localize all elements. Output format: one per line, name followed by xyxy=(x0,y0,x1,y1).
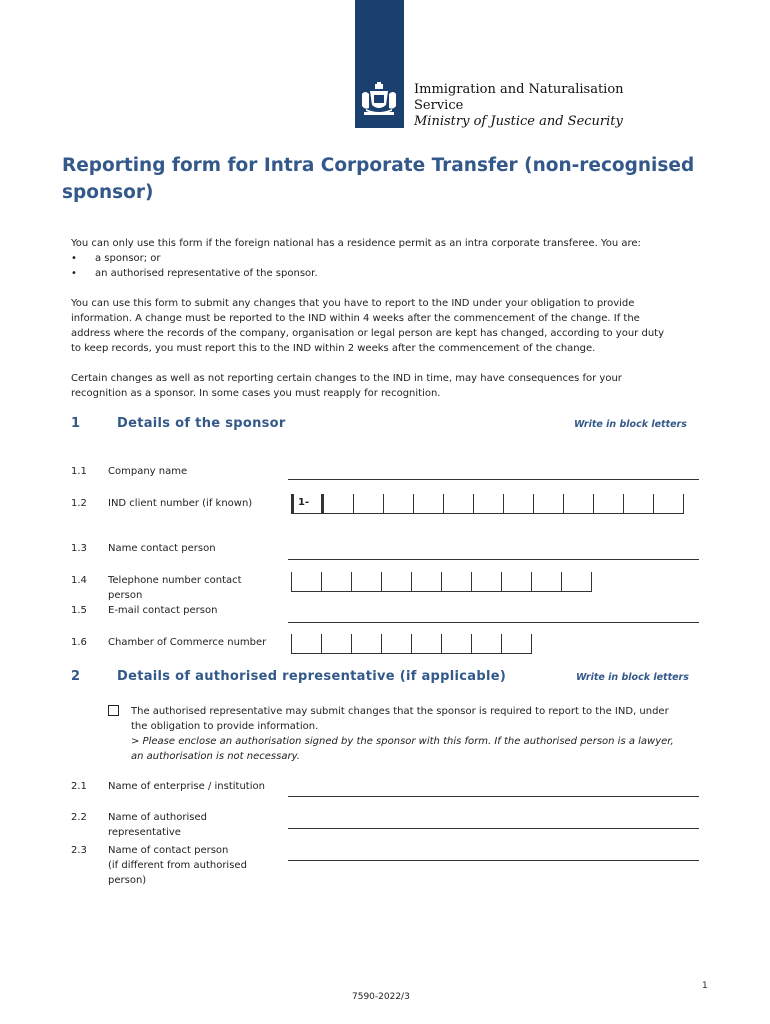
contact-person-2-label xyxy=(108,843,247,888)
digit-cell[interactable] xyxy=(534,494,564,514)
digit-cell[interactable] xyxy=(442,572,472,592)
telephone-label-line: Telephone number contact xyxy=(108,575,242,586)
chamber-of-commerce-input[interactable] xyxy=(291,634,532,654)
contact-person-label: Name contact person xyxy=(108,543,216,554)
email-label: E-mail contact person xyxy=(108,605,218,616)
org-line-2: Service xyxy=(414,98,464,113)
bullet-item: • a sponsor; or xyxy=(71,251,711,266)
enterprise-name-input[interactable] xyxy=(288,796,699,797)
field-number: 1.4 xyxy=(71,575,87,586)
authorised-rep-input[interactable] xyxy=(288,828,699,829)
authorisation-line: the obligation to provide information. xyxy=(131,721,319,732)
org-line-3: Ministry of Justice and Security xyxy=(414,114,623,129)
field-number: 1.1 xyxy=(71,466,87,477)
digit-cell[interactable] xyxy=(562,572,592,592)
ind-client-number-label: IND client number (if known) xyxy=(108,498,253,509)
section-1-title: Details of the sponsor xyxy=(117,416,286,431)
org-line-1: Immigration and Naturalisation xyxy=(414,82,624,97)
company-name-label: Company name xyxy=(108,466,188,477)
intro-p1: You can only use this form if the foreign national has a residence permit as an intra corporate transferee. You are: xyxy=(71,238,641,249)
intro-p2-line: address where the records of the company, organisation or legal person are kept has changed, according to your duty xyxy=(71,328,664,339)
section-1-hint: Write in block letters xyxy=(574,419,687,430)
digit-cell[interactable] xyxy=(384,494,414,514)
digit-cell[interactable] xyxy=(594,494,624,514)
authorised-rep-label-line: Name of authorised xyxy=(108,812,207,823)
company-name-input[interactable] xyxy=(288,479,699,480)
crest-icon xyxy=(358,82,400,120)
digit-cell[interactable] xyxy=(412,572,442,592)
field-number: 2.2 xyxy=(71,812,87,823)
intro-p3 xyxy=(71,371,711,401)
ind-client-number-input[interactable] xyxy=(291,494,684,514)
digit-cell[interactable] xyxy=(414,494,444,514)
field-number: 2.3 xyxy=(71,845,87,856)
digit-cell[interactable] xyxy=(654,494,684,514)
intro-p2-line: information. A change must be reported to the IND within 4 weeks after the commencement of the change. If the xyxy=(71,313,640,324)
section-2-title: Details of authorised representative (if applicable) xyxy=(117,669,507,684)
digit-cell[interactable] xyxy=(504,494,534,514)
authorisation-checkbox[interactable] xyxy=(108,705,119,716)
digit-cell[interactable] xyxy=(322,572,352,592)
page-number: 1 xyxy=(702,981,708,991)
digit-cell[interactable] xyxy=(624,494,654,514)
digit-cell[interactable] xyxy=(382,572,412,592)
digit-cell[interactable] xyxy=(472,634,502,654)
organisation-name xyxy=(414,82,624,130)
authorisation-line: The authorised representative may submit changes that the sponsor is required to report to the IND, under xyxy=(131,706,669,717)
chamber-of-commerce-label: Chamber of Commerce number xyxy=(108,637,267,648)
page-title xyxy=(62,152,722,206)
intro-p3-line: recognition as a sponsor. In some cases you must reapply for recognition. xyxy=(71,388,441,399)
telephone-label-line: person xyxy=(108,590,143,601)
title-line-2: sponsor) xyxy=(62,182,154,203)
intro-text xyxy=(71,236,711,416)
field-number: 1.5 xyxy=(71,605,87,616)
digit-cell[interactable] xyxy=(532,572,562,592)
authorisation-note: > Please enclose an authorisation signed by the sponsor with this form. If the authorised person is a lawyer, xyxy=(131,736,674,747)
telephone-label xyxy=(108,573,242,603)
digit-cell[interactable] xyxy=(502,634,532,654)
section-1-number: 1 xyxy=(71,416,81,431)
digit-cell[interactable] xyxy=(412,634,442,654)
field-number: 1.2 xyxy=(71,498,87,509)
intro-p2 xyxy=(71,296,711,356)
field-number: 1.3 xyxy=(71,543,87,554)
digit-cell[interactable] xyxy=(502,572,532,592)
contact-person-2-input[interactable] xyxy=(288,860,699,861)
authorised-rep-label xyxy=(108,810,207,840)
digit-cell[interactable] xyxy=(382,634,412,654)
digit-cell[interactable] xyxy=(442,634,472,654)
section-2-hint: Write in block letters xyxy=(576,672,689,683)
email-input[interactable] xyxy=(288,622,699,623)
digit-cell[interactable] xyxy=(444,494,474,514)
digit-cell[interactable] xyxy=(472,572,502,592)
intro-p2-line: You can use this form to submit any changes that you have to report to the IND under your obligation to provide xyxy=(71,298,635,309)
digit-cell[interactable] xyxy=(292,634,322,654)
digit-cell[interactable] xyxy=(352,634,382,654)
digit-cell[interactable] xyxy=(322,634,352,654)
ind-prefix: 1- xyxy=(294,494,324,514)
enterprise-name-label: Name of enterprise / institution xyxy=(108,781,265,792)
contact-person-2-label-line: (if different from authorised xyxy=(108,860,247,871)
authorised-rep-label-line: representative xyxy=(108,827,181,838)
authorisation-note: an authorisation is not necessary. xyxy=(131,751,300,762)
contact-person-2-label-line: person) xyxy=(108,875,147,886)
form-code: 7590-2022/3 xyxy=(352,992,410,1002)
contact-person-2-label-line: Name of contact person xyxy=(108,845,229,856)
section-2-number: 2 xyxy=(71,669,81,684)
telephone-input[interactable] xyxy=(291,572,592,592)
digit-cell[interactable] xyxy=(354,494,384,514)
title-line-1: Reporting form for Intra Corporate Transfer (non-recognised xyxy=(62,155,695,176)
contact-person-input[interactable] xyxy=(288,559,699,560)
digit-cell[interactable] xyxy=(292,572,322,592)
digit-cell[interactable] xyxy=(324,494,354,514)
field-number: 1.6 xyxy=(71,637,87,648)
digit-cell[interactable] xyxy=(474,494,504,514)
digit-cell[interactable] xyxy=(564,494,594,514)
digit-cell[interactable] xyxy=(352,572,382,592)
field-number: 2.1 xyxy=(71,781,87,792)
bullet-item: • an authorised representative of the sponsor. xyxy=(71,266,711,281)
intro-p2-line: to keep records, you must report this to the IND within 2 weeks after the commencement of the change. xyxy=(71,343,596,354)
authorisation-text xyxy=(131,704,711,764)
intro-p3-line: Certain changes as well as not reporting certain changes to the IND in time, may have consequences for your xyxy=(71,373,622,384)
